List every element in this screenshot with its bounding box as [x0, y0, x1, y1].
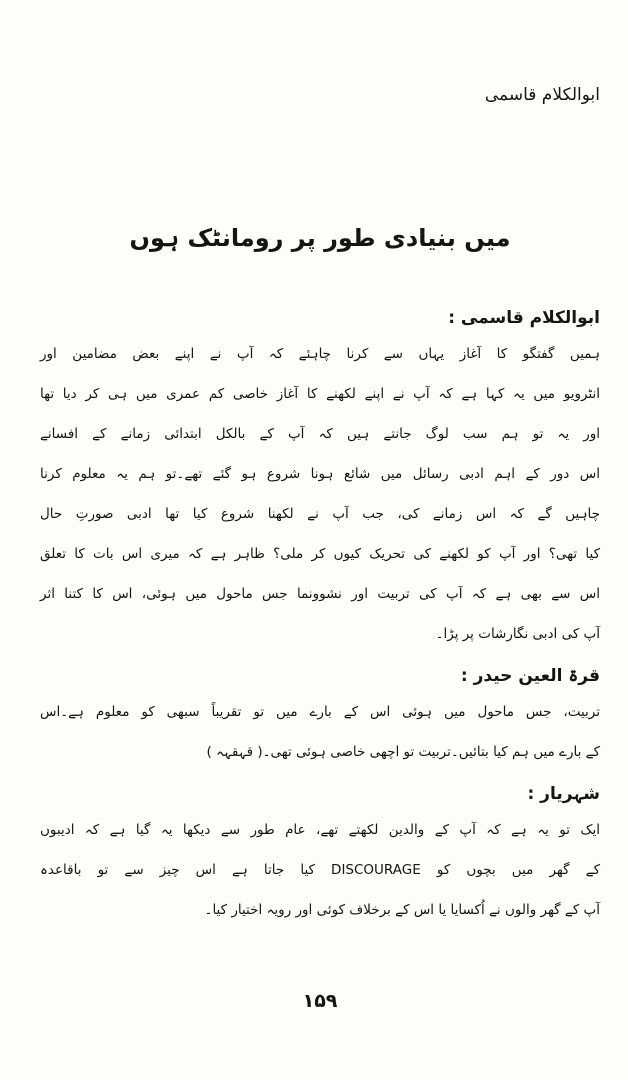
text-line: آپ کے گھر والوں نے اُکسایا یا اس کے برخلاف کوئی اور رویہ اختیار کیا۔ — [204, 902, 600, 918]
running-header: ابوالکلام قاسمی — [484, 85, 600, 105]
text-line: چاہیں گے کہ اس زمانے کی، جب آپ نے لکھنا شروع کیا تھا ادبی صورتِ حال — [40, 506, 600, 522]
dialogue-section — [40, 778, 600, 930]
text-line: کے گھر میں بچوں کو DISCOURAGE کیا جاتا ہے اس چیز سے تو باقاعدہ — [40, 862, 600, 878]
dialogue-section — [40, 302, 600, 654]
page-number: ۱۵۹ — [302, 990, 338, 1012]
text-line: ایک تو یہ ہے کہ آپ کے والدین لکھتے تھے، عام طور سے دیکھا یہ گیا ہے کہ ادیبوں — [40, 822, 600, 838]
text-line: تربیت، جس ماحول میں ہوئی اس کے بارے میں تو تقریباً سبھی کو معلوم ہے۔اس — [40, 704, 600, 720]
text-line: آپ کی ادبی نگارشات پر پڑا۔ — [435, 626, 600, 642]
text-line: اور یہ تو ہم سب لوگ جانتے ہیں کہ آپ کے بالکل ابتدائی زمانے کے افسانے — [40, 426, 600, 442]
text-line: کے بارے میں ہم کیا بتائیں۔تربیت تو اچھی خاصی ہوئی تھی۔( قہقہہ ) — [206, 744, 600, 760]
text-line: کیا تھی؟ اور آپ کو لکھنے کی تحریک کیوں کر ملی؟ ظاہر ہے کہ میری اس بات کا تعلق — [40, 546, 600, 562]
speaker-name: شہریار : — [527, 784, 600, 804]
text-line: اس دور کے اہم ادبی رسائل میں شائع ہونا شروع ہو گئے تھے۔تو ہم یہ معلوم کرنا — [40, 466, 600, 482]
speaker-name: ابوالکلام قاسمی : — [448, 308, 600, 328]
chapter-title: میں بنیادی طور پر رومانٹک ہوں — [129, 224, 511, 252]
speaker-name: قرۃ العین حیدر : — [460, 666, 600, 686]
text-line: ہمیں گفتگو کا آغاز یہاں سے کرنا چاہئے کہ آپ نے اپنے بعض مضامین اور — [40, 346, 600, 362]
text-line: اس سے بھی ہے کہ آپ کی تربیت اور نشوونما جس ماحول میں ہوئی، اس کا کتنا اثر — [40, 586, 600, 602]
text-line: انٹرویو میں یہ کہا ہے کہ آپ نے اپنے لکھنے کا آغاز خاصی کم عمری میں ہی کر دیا تھا — [40, 386, 600, 402]
dialogue-section — [40, 660, 600, 772]
